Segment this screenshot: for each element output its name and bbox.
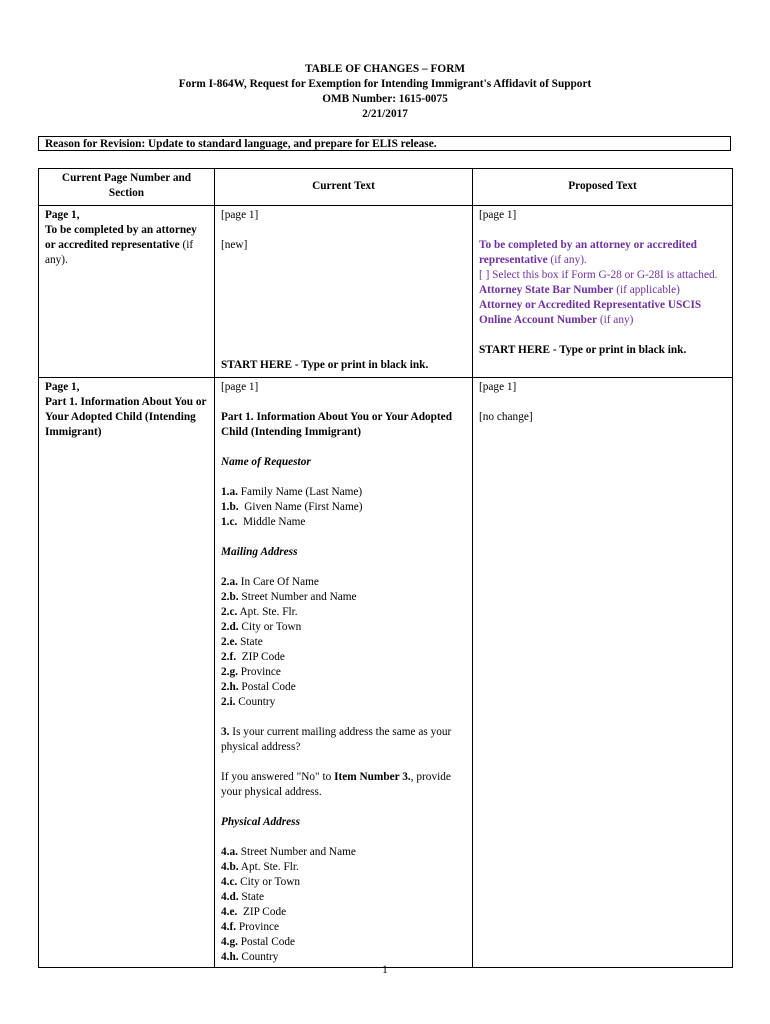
section-description-bold: To be completed by an attorney or accredited representative (45, 224, 197, 251)
list-item (221, 845, 466, 860)
proposed-online-account (479, 298, 726, 328)
current-page-ref: [page 1] (221, 381, 259, 393)
section-description-plain: (if any). (45, 239, 194, 266)
list-item (221, 575, 466, 590)
item-label: Postal Code (237, 936, 296, 948)
column-header-proposed: Proposed Text (473, 169, 733, 206)
current-page-ref: [page 1] (221, 209, 259, 221)
item-label: ZIP Code (237, 906, 287, 918)
item-label: ZIP Code (236, 651, 285, 663)
current-text-cell (215, 206, 473, 378)
current-new-marker: [new] (221, 239, 248, 251)
if-no-pre: If you answered "No" to (221, 771, 335, 783)
proposed-start-here: START HERE - Type or print in black ink. (479, 344, 687, 356)
header-title: TABLE OF CHANGES – FORM (304, 63, 466, 75)
if-no-item-ref: Item Number 3. (334, 771, 411, 783)
page-number: 1 (382, 964, 388, 976)
item-number: 2.c. (221, 606, 238, 618)
item-label: Given Name (First Name) (238, 501, 363, 513)
table-row (39, 206, 733, 378)
item-number: 2.a. (221, 576, 238, 588)
section-page: Page 1, (45, 209, 80, 221)
item-number: 1.c. (221, 516, 238, 528)
item-label: Apt. Ste. Flr. (238, 861, 299, 873)
item-number: 2.d. (221, 621, 239, 633)
item-number: 2.f. (221, 651, 237, 663)
section-cell (39, 378, 215, 968)
section-cell (39, 206, 215, 378)
if-no-post: , provide your physical address. (221, 771, 451, 798)
item-number: 4.a. (221, 846, 238, 858)
part1-title: Part 1. Information About You or Your Adopted Child (Intending Immigrant) (221, 411, 452, 438)
item-label: Middle Name (237, 516, 306, 528)
list-item (221, 590, 466, 605)
item-label: Postal Code (238, 681, 296, 693)
list-item (221, 500, 466, 515)
list-item (221, 695, 466, 710)
item-number: 2.e. (221, 636, 238, 648)
section-description: Part 1. Information About You or Your Adopted Child (Intending Immigrant) (45, 396, 207, 438)
item-number: 4.b. (221, 861, 239, 873)
item-label: Family Name (Last Name) (237, 486, 363, 498)
table-row (39, 378, 733, 968)
proposed-bar-number (479, 283, 726, 298)
item-label: City or Town (237, 876, 301, 888)
item-number: 4.e. (221, 906, 238, 918)
header-date: 2/21/2017 (362, 108, 408, 120)
item-number: 2.b. (221, 591, 239, 603)
item-label: Street Number and Name (237, 846, 356, 858)
list-item (221, 515, 466, 530)
list-item (221, 905, 466, 920)
question-3 (221, 725, 466, 755)
proposed-text-cell (473, 378, 733, 968)
list-item (221, 665, 466, 680)
list-item (221, 635, 466, 650)
item-number: 4.d. (221, 891, 239, 903)
list-item (221, 875, 466, 890)
proposed-attorney-bold: To be completed by an attorney or accredited representative (479, 239, 697, 266)
list-item (221, 620, 466, 635)
column-header-section: Current Page Number and Section (39, 169, 215, 206)
table-header-row (39, 169, 733, 206)
item-number: 2.h. (221, 681, 239, 693)
changes-table (38, 168, 733, 968)
proposed-text-cell (473, 206, 733, 378)
item-label: In Care Of Name (237, 576, 319, 588)
item-label: Country (238, 951, 279, 963)
proposed-page-ref: [page 1] (479, 209, 517, 221)
proposed-page-ref: [page 1] (479, 381, 517, 393)
list-item (221, 950, 466, 965)
item-label: Country (235, 696, 276, 708)
header-omb-number: OMB Number: 1615-0075 (322, 93, 448, 105)
item-label: State (237, 636, 263, 648)
item-number: 2.g. (221, 666, 238, 678)
proposed-bar-number-plain: (if applicable) (613, 284, 680, 296)
item-label: State (238, 891, 265, 903)
item-label: City or Town (238, 621, 302, 633)
item-number: 1.b. (221, 501, 239, 513)
item-number: 2.i. (221, 696, 236, 708)
list-item (221, 680, 466, 695)
item-number: 4.f. (221, 921, 237, 933)
physical-items-list (221, 845, 466, 965)
current-text-cell (215, 378, 473, 968)
mailing-address-heading: Mailing Address (221, 546, 298, 558)
name-items-list (221, 485, 466, 530)
physical-address-heading: Physical Address (221, 816, 300, 828)
item-label: Province (236, 921, 280, 933)
reason-for-revision: Reason for Revision: Update to standard language, and prepare for ELIS release. (38, 136, 731, 151)
item-number: 4.c. (221, 876, 238, 888)
question-3-number: 3. (221, 726, 230, 738)
section-page: Page 1, (45, 381, 80, 393)
list-item (221, 860, 466, 875)
if-no-instruction (221, 770, 466, 800)
proposed-g28-checkbox-text: [ ] Select this box if Form G-28 or G-28I is attached. (479, 269, 718, 281)
document-header (0, 62, 770, 122)
list-item (221, 890, 466, 905)
item-number: 1.a. (221, 486, 238, 498)
column-header-current: Current Text (215, 169, 473, 206)
proposed-no-change: [no change] (479, 411, 533, 423)
list-item (221, 485, 466, 500)
proposed-attorney-heading (479, 238, 726, 268)
list-item (221, 650, 466, 665)
item-number: 4.g. (221, 936, 238, 948)
item-number: 4.h. (221, 951, 239, 963)
list-item (221, 935, 466, 950)
proposed-attorney-plain: (if any). (547, 254, 587, 266)
mailing-items-list (221, 575, 466, 710)
list-item (221, 605, 466, 620)
proposed-online-account-plain: (if any) (597, 314, 634, 326)
name-of-requestor-heading: Name of Requestor (221, 456, 311, 468)
list-item (221, 920, 466, 935)
current-start-here: START HERE - Type or print in black ink. (221, 359, 429, 371)
proposed-online-account-bold: Attorney or Accredited Representative USCIS Online Account Number (479, 299, 702, 326)
header-form-name: Form I-864W, Request for Exemption for Intending Immigrant's Affidavit of Support (178, 78, 592, 90)
question-3-text: Is your current mailing address the same as your physical address? (221, 726, 452, 753)
item-label: Apt. Ste. Flr. (237, 606, 298, 618)
section-description (45, 223, 208, 268)
item-label: Street Number and Name (238, 591, 357, 603)
proposed-bar-number-bold: Attorney State Bar Number (479, 284, 614, 296)
item-label: Province (237, 666, 281, 678)
